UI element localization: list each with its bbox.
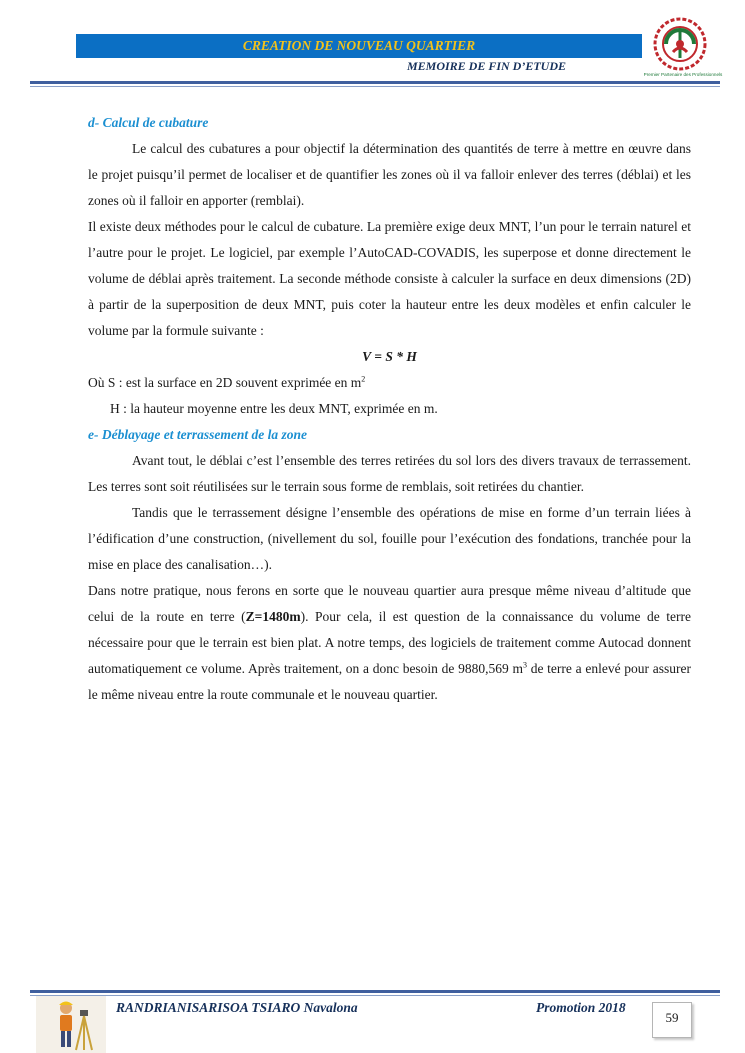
definition-height: H : la hauteur moyenne entre les deux MNT, exprimée en m. bbox=[110, 401, 438, 416]
logo-caption: Premier Partenaire des Professionnels bbox=[643, 72, 723, 77]
section-heading-deblayage: e- Déblayage et terrassement de la zone bbox=[88, 427, 307, 442]
header-title: CREATION DE NOUVEAU QUARTIER bbox=[242, 38, 476, 53]
paragraph: Dans notre pratique, nous ferons en sorte que le nouveau quartier aura presque même niveau d’altitude que celui de la route en terre (Z=1480m). Pour cela, il est question de la connaissance du volume de terre nécessaire pour que le terrain est bien plat. A notre temps, des logiciels de traitement comme Autocad donnent automatiquement ce volume. Après traitement, on a donc besoin de 9880,569 $m^3$ de terre a enlevé pour assurer le même niveau entre la route communale et le nouveau quartier. bbox=[88, 583, 691, 702]
page-number: 59 bbox=[652, 1002, 692, 1038]
header-rule bbox=[30, 81, 720, 84]
surveyor-illustration bbox=[36, 996, 106, 1053]
paragraph: Avant tout, le déblai c’est l’ensemble des terres retirées du sol lors des divers travaux de terrassement. Les terres sont soit réutilisées sur le terrain sous forme de remblais, soit retirées du chantier. bbox=[88, 453, 691, 494]
header-rule-thin bbox=[30, 86, 720, 87]
paragraph: Tandis que le terrassement désigne l’ensemble des opérations de mise en forme d’un terrain liées à l’édification d’une construction, (nivellement du sol, fouille pour l’exécution des fondations, tranchée pour la mise en place des canalisation…). bbox=[88, 505, 691, 572]
footer-promotion: Promotion 2018 bbox=[536, 1000, 626, 1015]
footer-rule-thin bbox=[30, 995, 720, 996]
page-content bbox=[88, 110, 691, 708]
definition-surface: Où S : est la surface en 2D souvent exprimée en $m^2$ bbox=[88, 374, 366, 390]
footer-author: RANDRIANISARISOA TSIARO Navalona bbox=[116, 1000, 358, 1015]
paragraph: Le calcul des cubatures a pour objectif la détermination des quantités de terre à mettre en œuvre dans le projet puisqu’il permet de localiser et de quantifier les zones où il va falloir enlever des terres (déblai) et les zones où il falloir en apporter (remblai). bbox=[88, 141, 691, 208]
header-subtitle: MEMOIRE DE FIN D’ETUDE bbox=[406, 59, 566, 73]
header-title-bar bbox=[76, 34, 642, 58]
paragraph: Il existe deux méthodes pour le calcul de cubature. La première exige deux MNT, l’un pour le terrain naturel et l’autre pour le projet. Le logiciel, par exemple l’AutoCAD-COVADIS, les superpose et donne directement le volume de déblai après traitement. La seconde méthode consiste à calculer la surface en deux dimensions (2D) à partir de la superposition de deux MNT, puis coter la hauteur entre les deux modèles et enfin calculer le volume par la formule suivante : bbox=[88, 219, 691, 338]
volume-formula: V = S * H bbox=[362, 349, 417, 364]
footer-rule bbox=[30, 990, 720, 993]
school-logo bbox=[640, 14, 726, 80]
altitude-value: Z=1480m bbox=[245, 609, 301, 624]
section-heading-cubature: d- Calcul de cubature bbox=[88, 115, 209, 130]
